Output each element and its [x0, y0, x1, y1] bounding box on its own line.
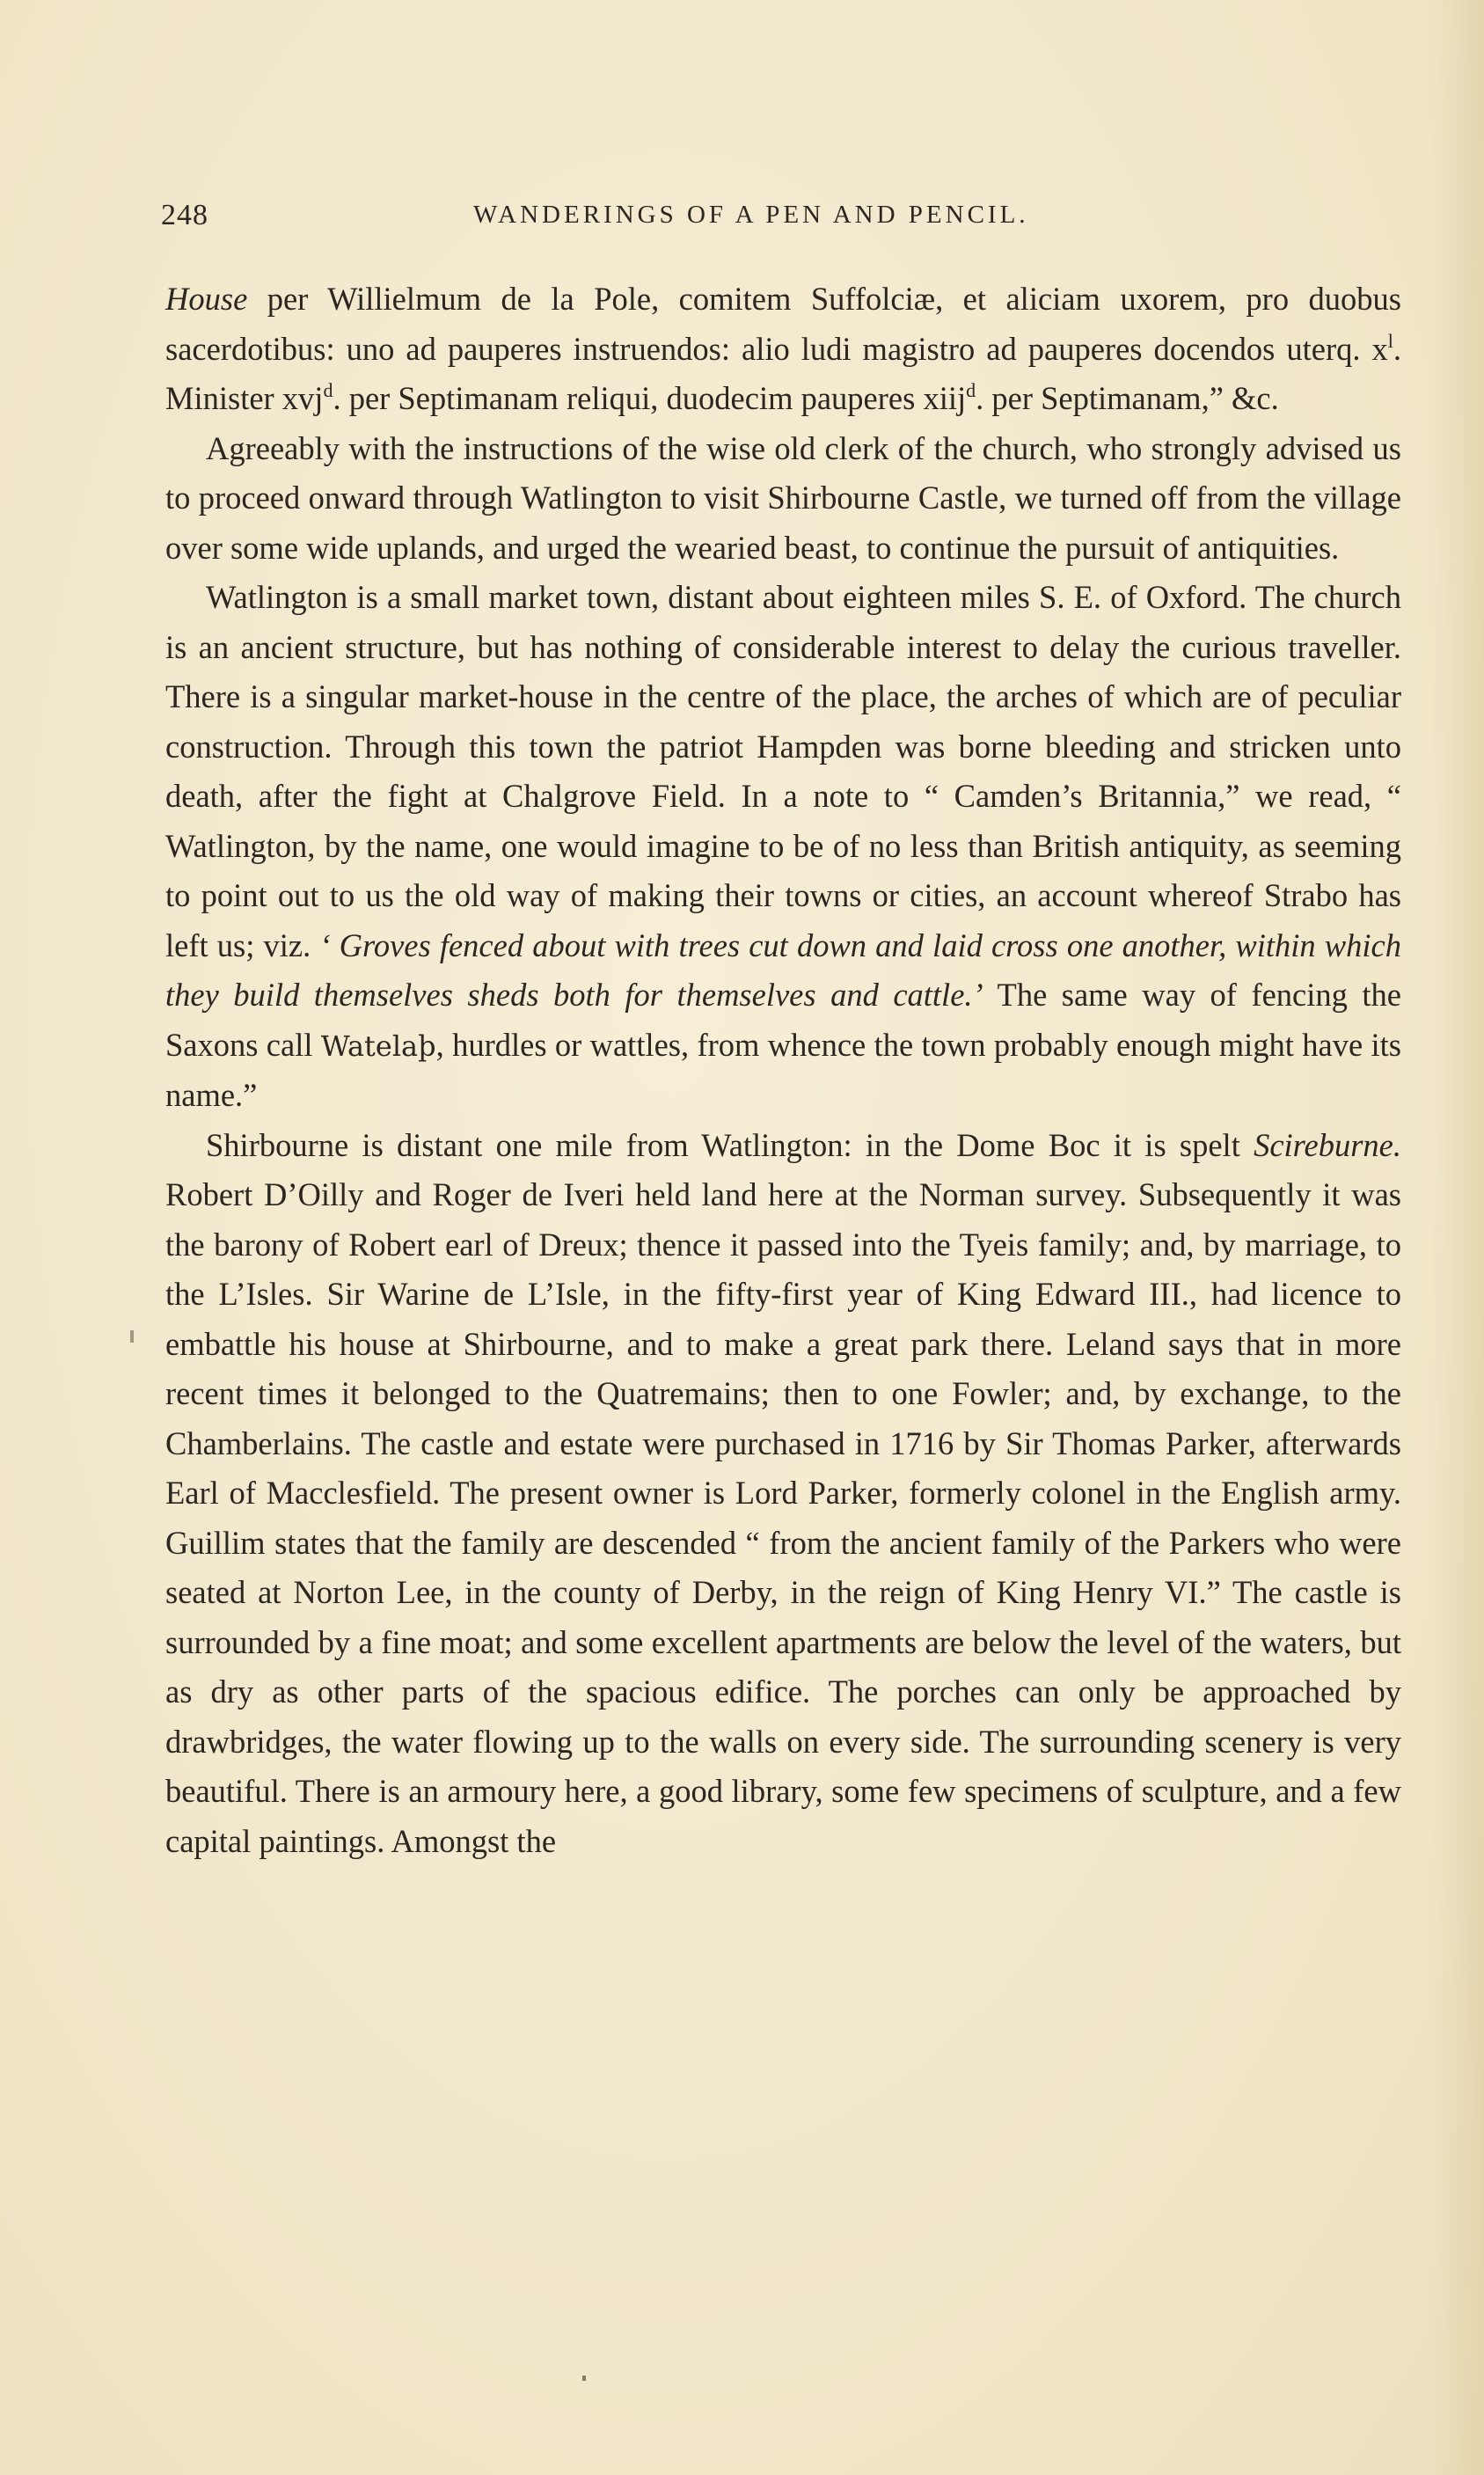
p3-text-b: The same way of fencing the Saxons call — [165, 977, 1401, 1063]
p4-italic-scireburne: Scireburne. — [1254, 1126, 1401, 1163]
paragraph-2: Agreeably with the instructions of the wise old clerk of the church, who strongly advised us to proceed onward through Watlington to visit Shirbourne Castle, we turned off from the village over some wide uplands, and urged the wearied beast, to continue the pursuit of antiquities. — [165, 429, 1401, 566]
stray-ink-mark — [130, 1330, 134, 1343]
body-text — [165, 275, 1401, 1866]
p1-text-a: per Willielmum de la Pole, comitem Suffolciæ, et aliciam uxorem, pro duobus sacerdotibus: uno ad pauperes instruendos: alio ludi magistro ad pauperes docendos uterq. x — [165, 281, 1401, 367]
p1-text-c: . per Septimanam reliqui, duodecim pauperes xiij — [333, 380, 967, 416]
running-title: WANDERINGS OF A PEN AND PENCIL. — [473, 201, 1029, 229]
page-edge-shadow — [1431, 0, 1484, 2475]
stray-ink-dot — [582, 2376, 586, 2381]
p3-italic-quote: ‘ Groves fenced about with trees cut down and laid cross one another, within which they build themselves sheds both for themselves and cattle.’ — [165, 926, 1401, 1013]
p1-sup-2: d — [323, 379, 333, 401]
p1-text-d: . per Septimanam,” &c. — [976, 380, 1279, 416]
p4-text-b: Robert D’Oilly and Roger de Iveri held land here at the Norman survey. Subsequently it was the barony of Robert earl of Dreux; thence it passed into the Tyeis family; and, by marriage, to the L’Isles. Sir Warine de L’Isle, in the fifty-first year of King Edward III., had licence to embattle his house at Shirbourne, and to make a great park there. Leland says that in more recent times it belonged to the Quatremains; then to one Fowler; and, by exchange, to the Chamberlains. The castle and estate were purchased in 1716 by Sir Thomas Parker, afterwards Earl of Macclesfield. The present owner is Lord Parker, formerly colonel in the English army. Guillim states that the family are descended “ from the ancient family of the Parkers who were seated at Norton Lee, in the county of Derby, in the reign of King Henry VI.” The castle is surrounded by a fine moat; and some excellent apartments are below the level of the waters, but as dry as other parts of the spacious edifice. The porches can only be approached by drawbridges, the water flowing up to the walls on every side. The surrounding scenery is very beautiful. There is an armoury here, a good library, some few specimens of sculpture, and a few capital paintings. Amongst the — [165, 1176, 1401, 1859]
p4-text-a: Shirbourne is distant one mile from Watlington: in the Dome Boc it is spelt — [206, 1126, 1254, 1163]
p1-italic-house: House — [165, 281, 248, 317]
page-number: 248 — [161, 199, 208, 231]
paragraph-3 — [165, 573, 1401, 1121]
p3-text-c: , hurdles or wattles, from whence the town probably enough might have its name.” — [165, 1026, 1401, 1113]
p1-sup-1: l — [1387, 329, 1393, 352]
p1-sup-3: d — [966, 379, 976, 401]
running-head — [161, 199, 1410, 234]
paragraph-1 — [165, 275, 1401, 424]
p1-text-b: . Minister xvj — [165, 330, 1401, 416]
p3-text-a: Watlington is a small market town, distant about eighteen miles S. E. of Oxford. The church is an ancient structure, but has nothing of considerable interest to delay the curious traveller. There is a singular market-house in the centre of the place, the arches of which are of peculiar construction. Through this town the patriot Hampden was borne bleeding and stricken unto death, after the fight at Chalgrove Field. In a note to “ Camden’s Britannia,” we read, “ Watlington, by the name, one would imagine to be of no less than British antiquity, as seeming to point out to us the old way of making their towns or cities, an account whereof Strabo has left us; viz. — [165, 579, 1401, 963]
p3-blackletter-word: Watelaþ — [320, 1029, 436, 1063]
paragraph-4 — [165, 1121, 1401, 1867]
